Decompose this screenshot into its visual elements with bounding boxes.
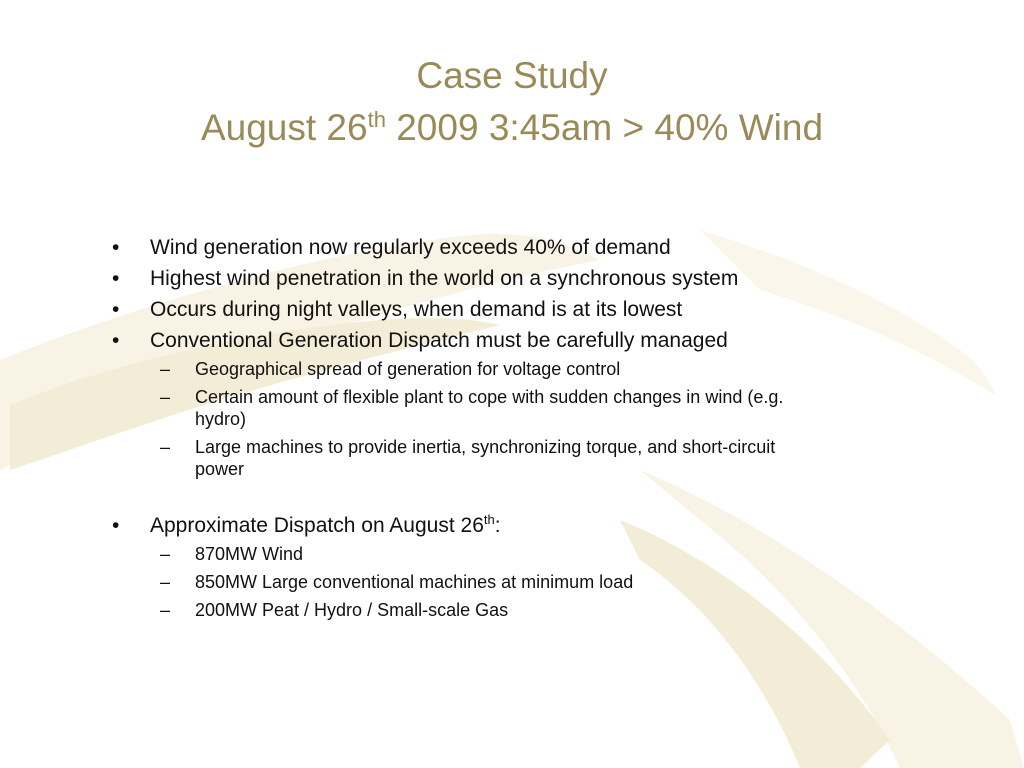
- bullet-item: [112, 294, 912, 325]
- sub-bullet-item: [112, 599, 815, 621]
- bullet-text: Wind generation now regularly exceeds 40% of demand: [150, 236, 671, 259]
- dash-marker: –: [160, 387, 171, 407]
- sub-bullet-text: 870MW Wind: [195, 544, 304, 564]
- sub-bullet-text: 200MW Peat / Hydro / Small-scale Gas: [195, 600, 509, 620]
- sub-bullet-text: Large machines to provide inertia, synchronizing torque, and short-circuit power: [195, 437, 776, 479]
- dash-marker: –: [160, 572, 171, 592]
- sub-bullet-item: [112, 436, 815, 480]
- dash-marker: –: [160, 600, 171, 620]
- title-date-text: August 26: [200, 107, 368, 148]
- bullet-item: [112, 325, 912, 356]
- bullet-marker: •: [112, 267, 120, 290]
- sub-bullet-text: 850MW Large conventional machines at minimum load: [195, 572, 634, 592]
- bullet-item: [112, 263, 912, 294]
- bullet-text: Conventional Generation Dispatch must be carefully managed: [150, 329, 728, 352]
- sub-bullet-item: [112, 358, 815, 380]
- ordinal-suffix: th: [483, 512, 495, 527]
- spacer: [112, 486, 912, 510]
- sub-bullet-item: [112, 571, 815, 593]
- bullet-text: [150, 514, 501, 537]
- bullet-marker: •: [112, 298, 120, 321]
- dash-marker: –: [160, 437, 171, 457]
- bullet-text: Occurs during night valleys, when demand is at its lowest: [150, 298, 683, 321]
- bullet-marker: •: [112, 236, 120, 259]
- bullet-marker: •: [112, 514, 120, 537]
- title-line-2: [0, 102, 1024, 154]
- sub-bullet-item: [112, 543, 815, 565]
- title-time-text: 2009 3:45am > 40% Wind: [385, 107, 824, 148]
- dispatch-heading-colon: :: [494, 514, 501, 537]
- sub-bullet-text: Geographical spread of generation for voltage control: [195, 359, 621, 379]
- dash-marker: –: [160, 544, 171, 564]
- bullet-text: Highest wind penetration in the world on a synchronous system: [150, 267, 739, 290]
- slide-title: [0, 50, 1024, 154]
- title-line-1: Case Study: [416, 55, 608, 96]
- bullet-item: [112, 232, 912, 263]
- bullet-item: [112, 510, 912, 541]
- bullet-marker: •: [112, 329, 120, 352]
- bullet-list: [112, 232, 912, 627]
- sub-bullet-text: Certain amount of flexible plant to cope with sudden changes in wind (e.g. hydro): [195, 387, 784, 429]
- dispatch-heading-text: Approximate Dispatch on August 26: [150, 514, 484, 537]
- title-ordinal-suffix: th: [367, 107, 386, 132]
- dash-marker: –: [160, 359, 171, 379]
- sub-bullet-item: [112, 386, 815, 430]
